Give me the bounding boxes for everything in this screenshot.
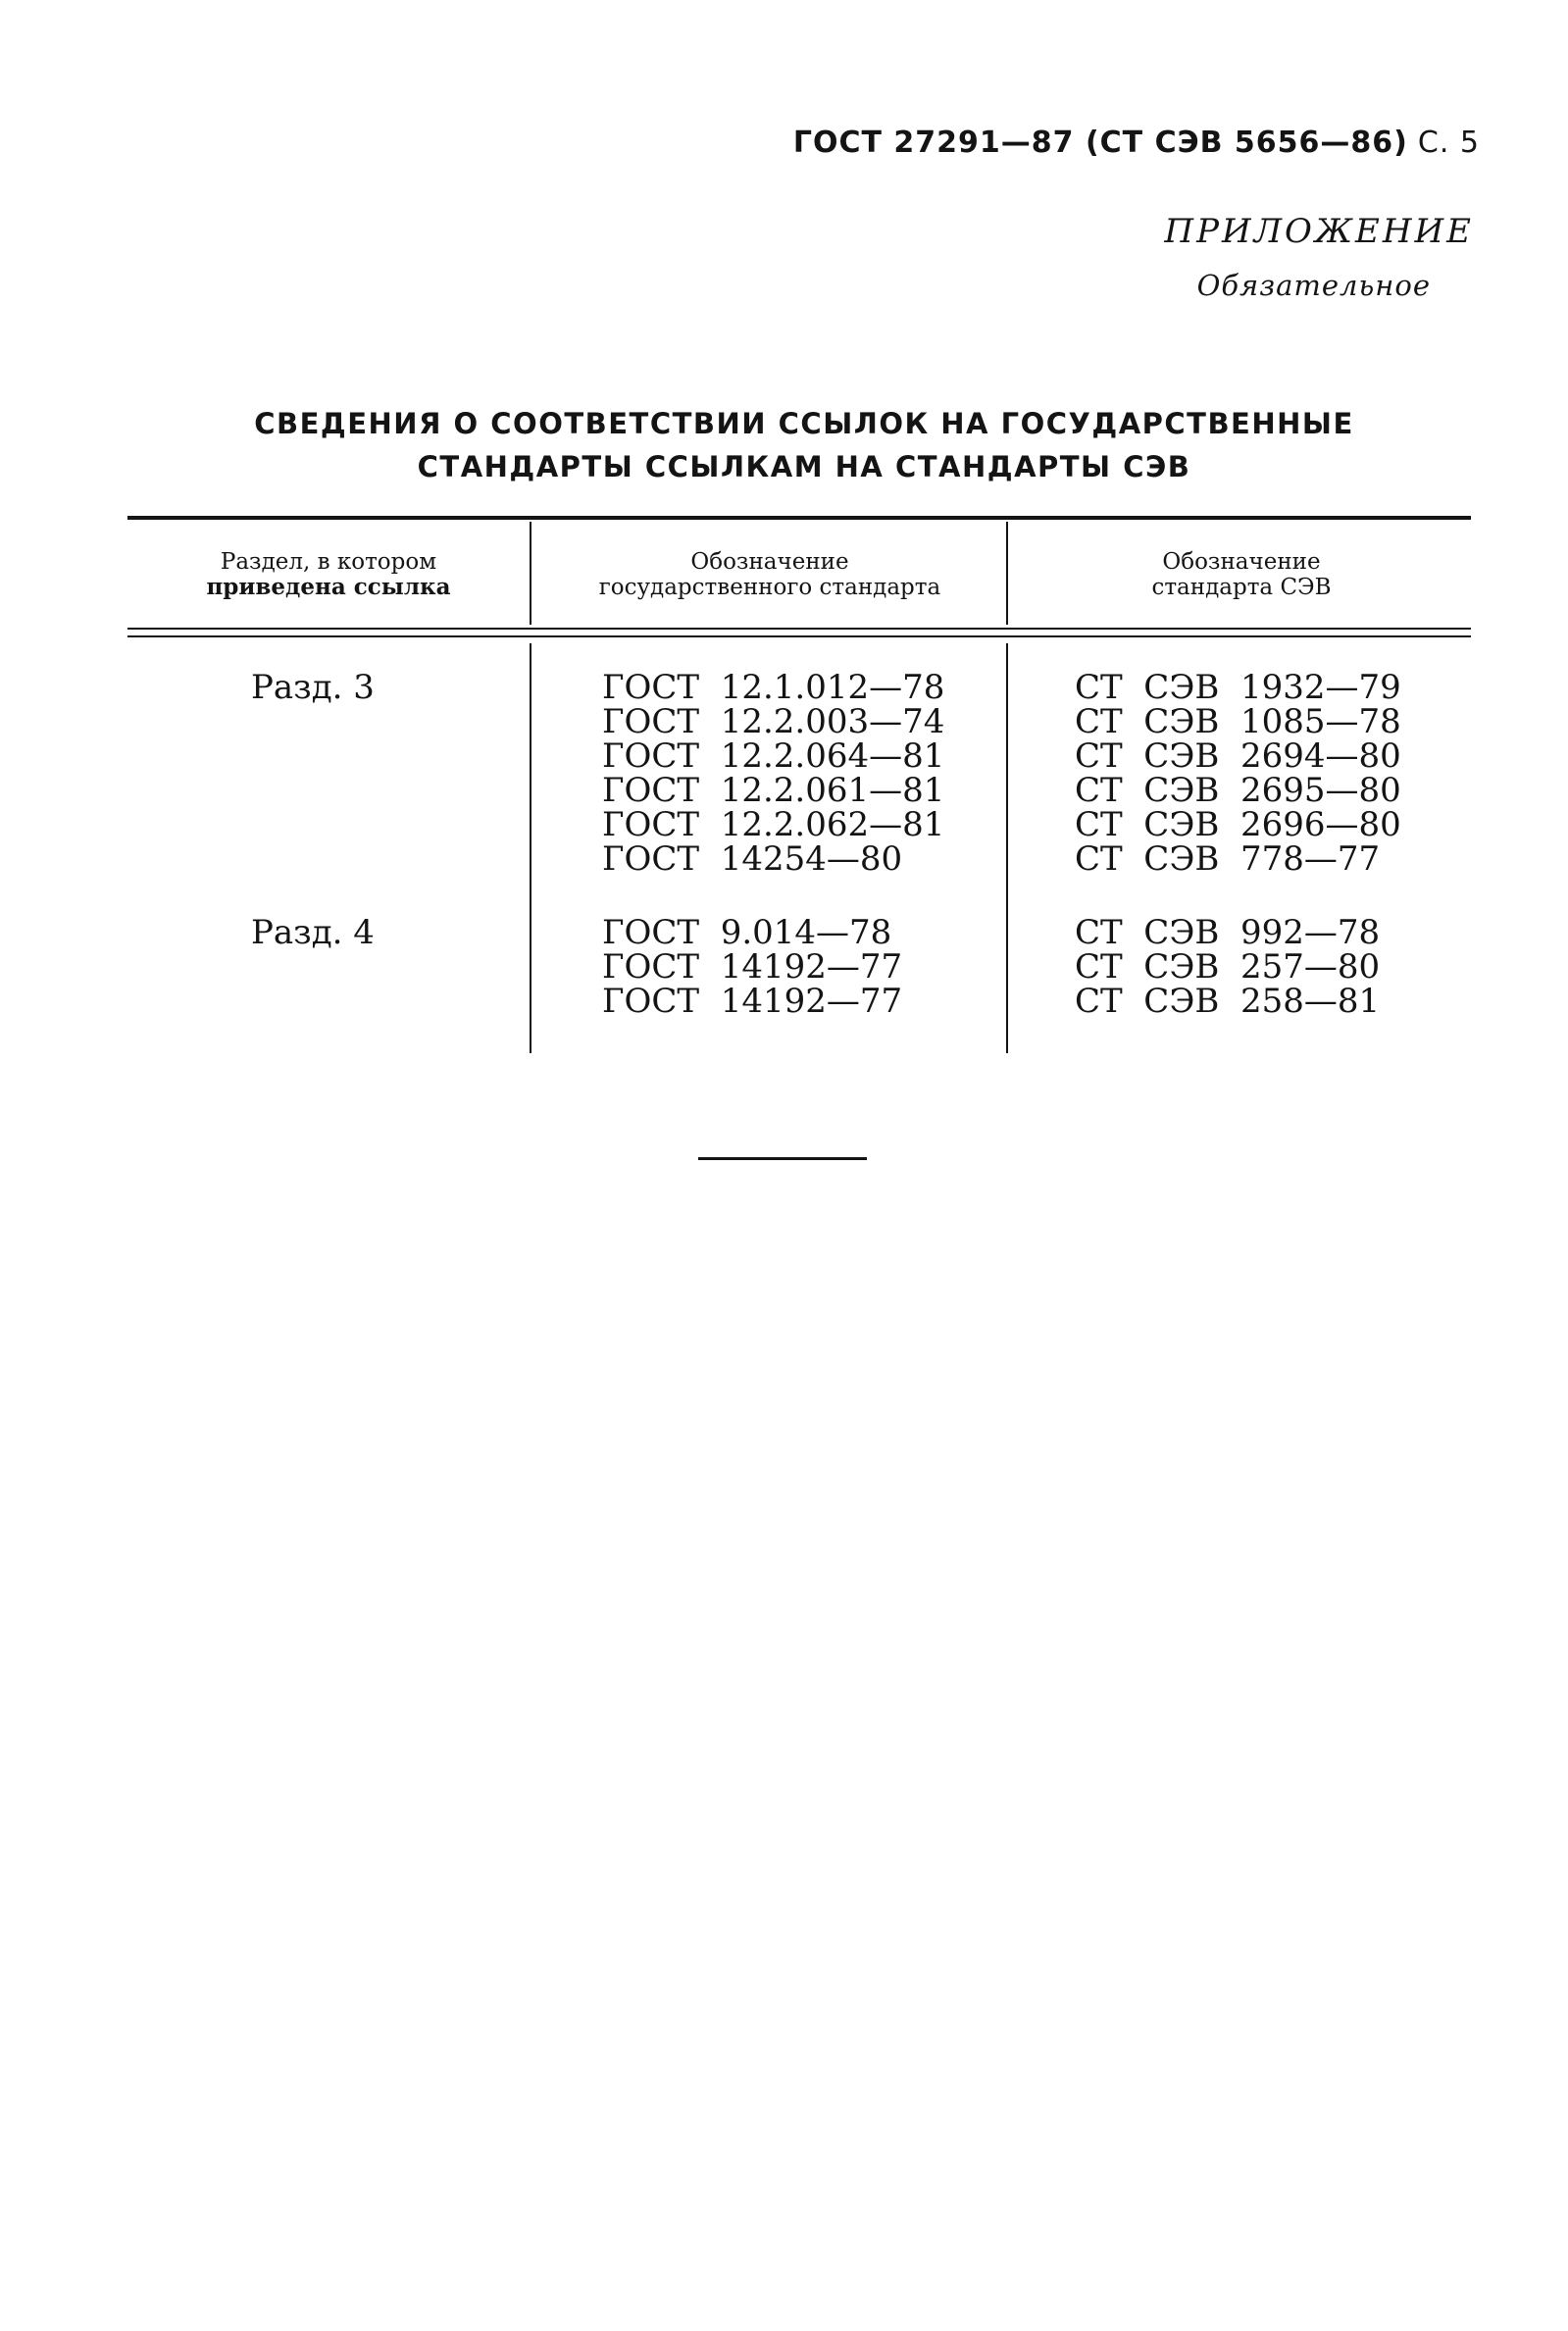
column-divider: [1006, 522, 1008, 625]
column-header-gost: [539, 549, 1000, 600]
table-header-rule-double: [127, 635, 1471, 637]
end-rule: [698, 1157, 867, 1160]
table-top-rule: [127, 516, 1471, 520]
appendix-title: ПРИЛОЖЕНИЕ: [1164, 212, 1474, 251]
table-header-rule: [127, 628, 1471, 630]
column-header-line: приведена ссылка: [206, 574, 451, 600]
document-heading: [196, 402, 1412, 488]
sev-designation: СТ СЭВ 778—77: [1075, 839, 1381, 879]
gost-designation: ГОСТ 14254—80: [602, 839, 903, 879]
column-divider: [530, 522, 531, 625]
section-label: Разд. 3: [251, 668, 375, 707]
gost-designation: ГОСТ 12.2.003—74: [602, 702, 945, 741]
column-header-section: [137, 549, 520, 600]
gost-designation: ГОСТ 12.1.012—78: [602, 668, 945, 707]
sev-designation: СТ СЭВ 257—80: [1075, 947, 1381, 987]
column-header-line: стандарта СЭВ: [1151, 575, 1332, 600]
gost-designation: ГОСТ 12.2.062—81: [602, 805, 945, 844]
column-header-line: Обозначение: [690, 549, 849, 575]
sev-designation: СТ СЭВ 258—81: [1075, 982, 1381, 1021]
column-divider: [1006, 643, 1008, 1053]
sev-designation: СТ СЭВ 2695—80: [1075, 771, 1401, 810]
column-header-sev: [1016, 549, 1467, 600]
gost-designation: ГОСТ 12.2.061—81: [602, 771, 945, 810]
heading-line-2: СТАНДАРТЫ ССЫЛКАМ НА СТАНДАРТЫ СЭВ: [417, 450, 1191, 483]
sev-designation: СТ СЭВ 1085—78: [1075, 702, 1401, 741]
gost-designation: ГОСТ 12.2.064—81: [602, 736, 945, 776]
column-header-line: государственного стандарта: [598, 575, 941, 600]
running-header: [793, 126, 1480, 160]
sev-designation: СТ СЭВ 1932—79: [1075, 668, 1401, 707]
sev-designation: СТ СЭВ 992—78: [1075, 913, 1381, 952]
appendix-status: Обязательное: [1196, 269, 1431, 302]
section-label: Разд. 4: [251, 913, 375, 952]
column-divider: [530, 643, 531, 1053]
heading-line-1: СВЕДЕНИЯ О СООТВЕТСТВИИ ССЫЛОК НА ГОСУДАРСТВЕННЫЕ: [254, 407, 1354, 440]
gost-designation: ГОСТ 14192—77: [602, 947, 903, 987]
column-header-line: Обозначение: [1162, 549, 1321, 575]
page-number: С. 5: [1417, 126, 1480, 160]
standard-reference: ГОСТ 27291—87 (СТ СЭВ 5656—86): [792, 126, 1408, 160]
sev-designation: СТ СЭВ 2696—80: [1075, 805, 1401, 844]
gost-designation: ГОСТ 14192—77: [602, 982, 903, 1021]
column-header-line: Раздел, в котором: [220, 549, 437, 575]
gost-designation: ГОСТ 9.014—78: [602, 913, 892, 952]
sev-designation: СТ СЭВ 2694—80: [1075, 736, 1401, 776]
